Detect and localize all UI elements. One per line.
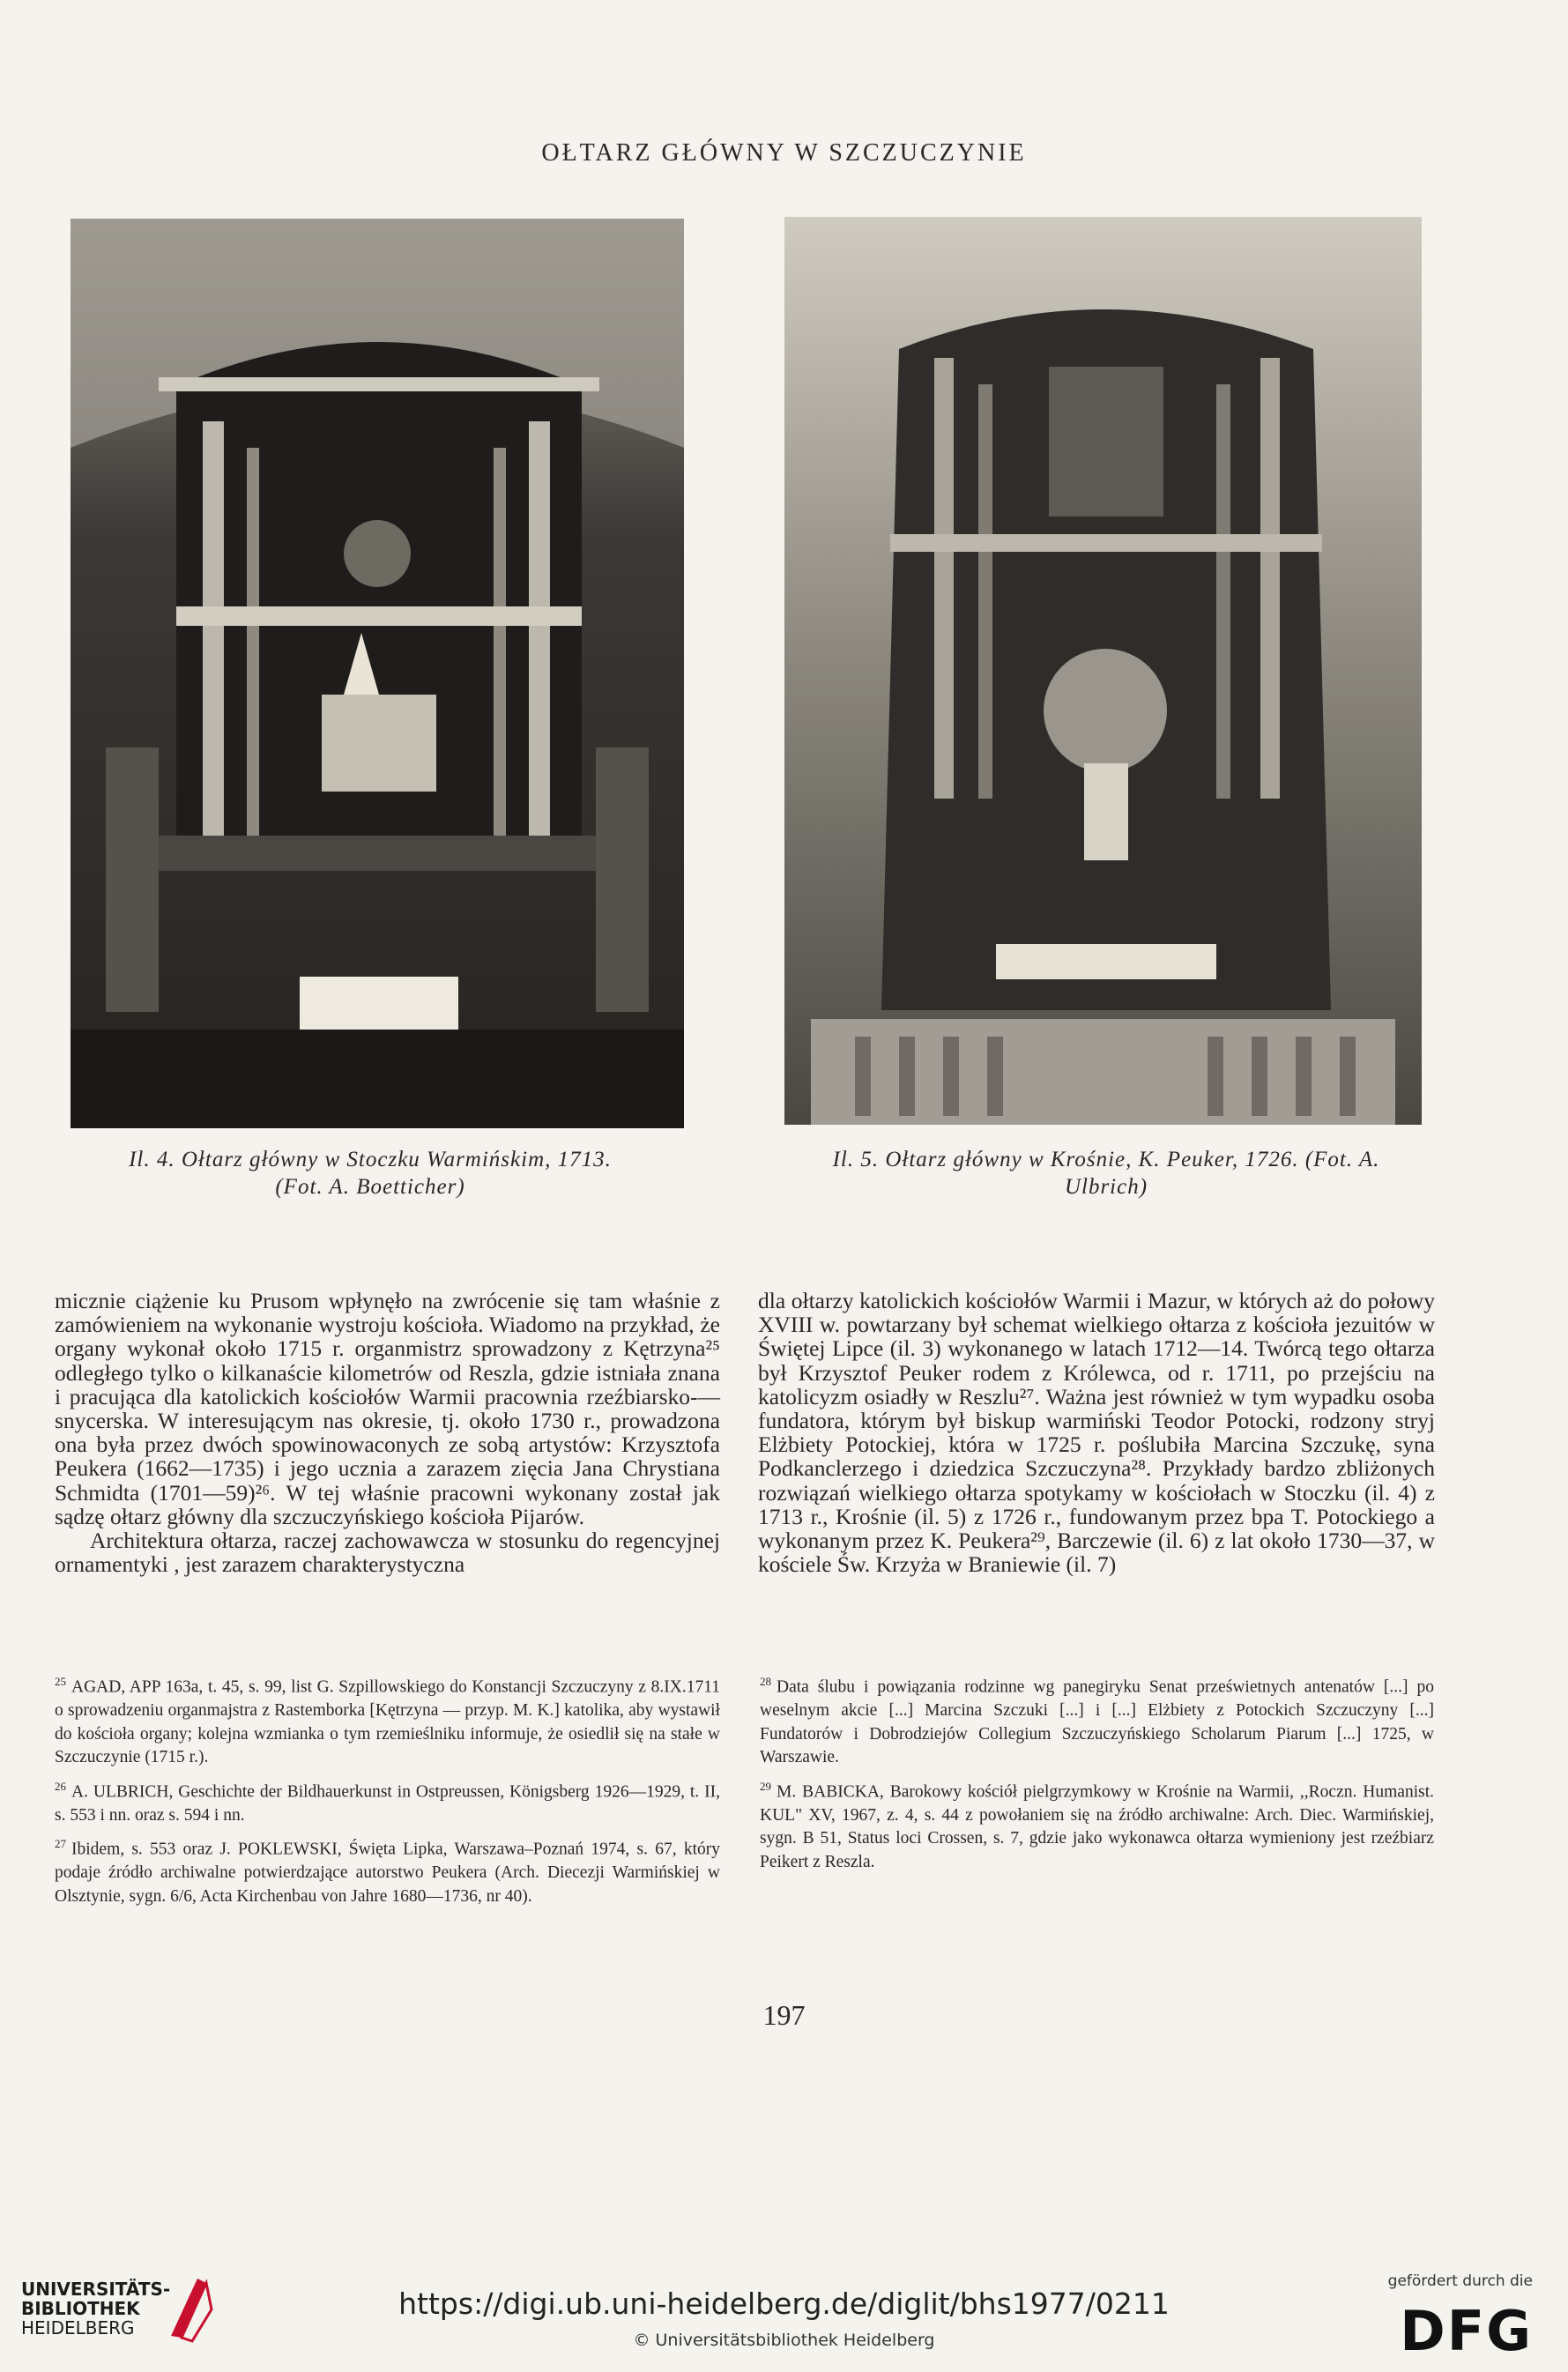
- footnote-29: $^{29}$ M. BABICKA, Barokowy kościół pielgrzymkowy w Krośnie na Warmii, ,,Roczn. Humanist. KUL" XV, 1967, z. 4, s. 44 z powołaniem się na źródło archiwalne: Arch. Diec. Warmińskiej, sygn. B 51, Status loci Crossen, s. 7, gdzie jako wykonawca ołtarza wymieniony jest rzeźbiarz Peikert z Reszla.: [760, 1779, 1434, 1871]
- caption-line: (Fot. A. Boetticher): [275, 1175, 465, 1199]
- body-text-left-column: [55, 1289, 720, 1576]
- dfg-funder-logo[interactable]: [1374, 2272, 1533, 2361]
- footnote-25: $^{25}$ AGAD, APP 163a, t. 45, s. 99, list G. Szpillowskiego do Konstancji Szczuczyny z 8.IX.1711 o sprowadzeniu organmajstra z Rastemborka [Kętrzyna — przyp. M. K.] katolika, aby wystawił do kościoła organy; kolejna wzmianka o tym rzemieślniku informuje, że osiedlił się na stałe w Szczuczynie (1715 r.).: [55, 1675, 720, 1766]
- altar-photo-krosno: [784, 217, 1422, 1125]
- digitization-footer: [0, 2257, 1568, 2372]
- page-number: 197: [762, 1999, 806, 2031]
- paragraph: dla ołtarzy katolickich kościołów Warmii i Mazur, w których aż do połowy XVIII w. powtarzany był schemat wielkiego ołtarza z kościoła jezuitów w Świętej Lipce (il. 3) wykonanego w latach 1712—14. Twórcą tego ołtarza był Krzysztof Peuker rodem z Królewca, od r. 1711, po przejściu na katolicyzm osiadły w Reszlu²⁷. Ważna jest również w tym wypadku osoba fundatora, którym był biskup warmiński Teodor Potocki, rodzony stryj Elżbiety Potockiej, która w 1725 r. poślubiła Marcina Szczukę, syna Podkanclerzego i dziedzica Szczuczyna²⁸. Przykłady bardzo zbliżonych rozwiązań wielkiego ołtarza spotykamy w kościołach w Stoczku (il. 4) z 1713 r., Krośnie (il. 5) z 1726 r., fundowanym przez bpa T. Potockiego a wykonanym przez K. Peukera²⁹, Barczewie (il. 6) z lat około 1730—37, w kościele Św. Krzyża w Braniewie (il. 7): [758, 1288, 1435, 1578]
- caption-line: Il. 4. Ołtarz główny w Stoczku Warmińskim, 1713.: [129, 1148, 612, 1171]
- paragraph: micznie ciążenie ku Prusom wpłynęło na zwrócenie się tam właśnie z zamówieniem na wykonanie wystroju kościoła. Wiadomo na przykład, że organy wykonał około 1715 r. organmistrz sprowadzony z Kętrzyna²⁵ odległego tylko o kilkanaście kilometrów od Reszla, gdzie istniała znana i pracująca dla katolickich kościołów Warmii pracownia rzeźbiarsko-—snycerska. W interesującym nas okresie, tj. około 1730 r., prowadzona ona była przez dwóch spowinowaconych ze sobą artystów: Krzysztofa Peukera (1662—1735) i jego ucznia a zarazem zięcia Jana Chrystiana Schmidta (1701—59)²⁶. W tej właśnie pracowni wykonany został jak sądzę ołtarz główny dla szczuczyńskiego kościoła Pijarów.: [55, 1288, 720, 1529]
- footnote-28: $^{28}$ Data ślubu i powiązania rodzinne wg panegiryku Senat prześwietnych antenatów [...] po weselnym akcie [...] Marcina Szczuki [...] i [...] Elżbiety z Potockich Szczuczyny [...] Fundatorów i Dobrodziejów Collegium Szczuczyńskiego Scholarum Piarum [...] 1725, w Warszawie.: [760, 1675, 1434, 1766]
- footnote-27: $^{27}$ Ibidem, s. 553 oraz J. POKLEWSKI, Święta Lipka, Warszawa–Poznań 1974, s. 67, który podaje źródło archiwalne potwierdzające autorstwo Peukera (Arch. Diecezji Warmińskiej w Olsztynie, sygn. 6/6, Acta Kirchenbau von Jahre 1680—1736, nr 40).: [55, 1837, 720, 1906]
- figure-caption-5: [767, 1146, 1445, 1201]
- caption-line: Ulbrich): [1064, 1175, 1148, 1199]
- footnotes-right: [760, 1670, 1434, 1879]
- altar-photo-stoczek: [71, 219, 684, 1128]
- paragraph: Architektura ołtarza, raczej zachowawcza w stosunku do regencyjnej ornamentyki , jest zarazem charakterystyczna: [55, 1528, 720, 1578]
- figure-caption-4: [44, 1146, 696, 1201]
- copyright-notice: © Universitätsbibliothek Heidelberg: [633, 2331, 935, 2350]
- document-url-link[interactable]: https://digi.ub.uni-heidelberg.de/diglit/bhs1977/0211: [398, 2286, 1170, 2321]
- footnote-26: $^{26}$ A. ULBRICH, Geschichte der Bildhauerkunst in Ostpreussen, Königsberg 1926—1929, t. II, s. 553 i nn. oraz s. 594 i nn.: [55, 1779, 720, 1825]
- footnotes-left: [55, 1670, 720, 1914]
- funder-note: gefördert durch die: [1387, 2272, 1533, 2290]
- body-text-right-column: [758, 1289, 1435, 1576]
- dfg-logo-icon: DFG: [1400, 2299, 1533, 2363]
- library-name: UNIVERSITÄTS- BIBLIOTHEK HEIDELBERG: [21, 2279, 171, 2339]
- caption-line: Il. 5. Ołtarz główny w Krośnie, K. Peuker, 1726. (Fot. A.: [832, 1148, 1380, 1171]
- running-head: OŁTARZ GŁÓWNY W SZCZUCZYNIE: [541, 139, 1027, 167]
